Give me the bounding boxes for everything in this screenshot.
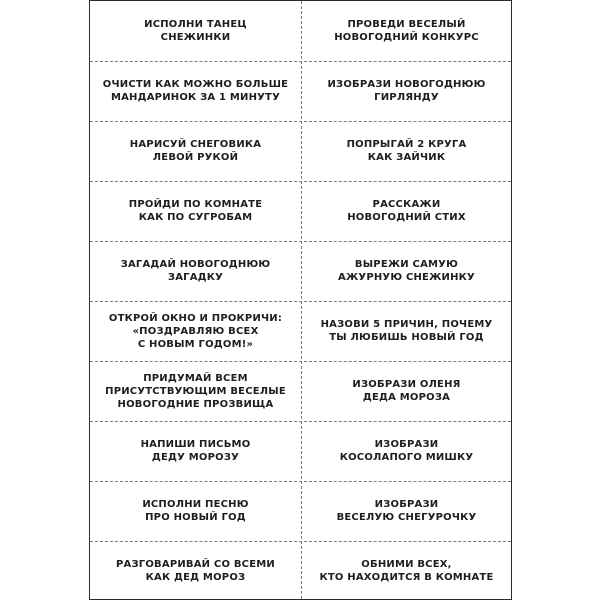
task-card-left: [90, 1, 301, 61]
horizontal-cut-line: [90, 181, 511, 182]
task-card-text: ИСПОЛНИ ПЕСНЮ ПРО НОВЫЙ ГОД: [142, 499, 249, 523]
task-card-right: [301, 361, 512, 421]
task-card-left: [90, 181, 301, 241]
task-card-left: [90, 121, 301, 181]
task-card-text: ПОПРЫГАЙ 2 КРУГА КАК ЗАЙЧИК: [346, 139, 467, 163]
task-card-text: ПРОВЕДИ ВЕСЕЛЫЙ НОВОГОДНИЙ КОНКУРС: [334, 19, 479, 43]
task-card-text: НАЗОВИ 5 ПРИЧИН, ПОЧЕМУ ТЫ ЛЮБИШЬ НОВЫЙ ГОД: [320, 319, 493, 343]
task-card-text: ОБНИМИ ВСЕХ, КТО НАХОДИТСЯ В КОМНАТЕ: [319, 559, 494, 583]
task-card-left: [90, 301, 301, 361]
task-card-text: ВЫРЕЖИ САМУЮ АЖУРНУЮ СНЕЖИНКУ: [338, 259, 475, 283]
task-card-text: ПРОЙДИ ПО КОМНАТЕ КАК ПО СУГРОБАМ: [128, 199, 263, 223]
task-card-text: ИЗОБРАЗИ ОЛЕНЯ ДЕДА МОРОЗА: [352, 379, 461, 403]
task-card-text: ОТКРОЙ ОКНО И ПРОКРИЧИ: «ПОЗДРАВЛЯЮ ВСЕХ С НОВЫМ ГОДОМ!»: [108, 312, 283, 350]
task-card-text: РАЗГОВАРИВАЙ СО ВСЕМИ КАК ДЕД МОРОЗ: [116, 559, 275, 583]
task-card-left: [90, 421, 301, 481]
task-card-text: ЗАГАДАЙ НОВОГОДНЮЮ ЗАГАДКУ: [120, 259, 271, 283]
horizontal-cut-line: [90, 61, 511, 62]
task-card-text: ИЗОБРАЗИ НОВОГОДНЮЮ ГИРЛЯНДУ: [327, 79, 486, 103]
task-card-text: ОЧИСТИ КАК МОЖНО БОЛЬШЕ МАНДАРИНОК ЗА 1 МИНУТУ: [102, 79, 289, 103]
task-card-right: [301, 61, 512, 121]
task-card-left: [90, 361, 301, 421]
task-card-text: НАРИСУЙ СНЕГОВИКА ЛЕВОЙ РУКОЙ: [129, 139, 262, 163]
task-card-left: [90, 241, 301, 301]
task-card-right: [301, 1, 512, 61]
horizontal-cut-line: [90, 301, 511, 302]
task-card-text: ПРИДУМАЙ ВСЕМ ПРИСУТСТВУЮЩИМ ВЕСЕЛЫЕ НОВОГОДНИЕ ПРОЗВИЩА: [105, 372, 286, 410]
horizontal-cut-line: [90, 481, 511, 482]
task-card-text: ИЗОБРАЗИ ВЕСЕЛУЮ СНЕГУРОЧКУ: [336, 499, 477, 523]
task-card-right: [301, 421, 512, 481]
task-card-text: РАССКАЖИ НОВОГОДНИЙ СТИХ: [347, 199, 466, 223]
horizontal-cut-line: [90, 121, 511, 122]
task-card-right: [301, 121, 512, 181]
horizontal-cut-line: [90, 541, 511, 542]
task-card-right: [301, 241, 512, 301]
task-card-text: НАПИШИ ПИСЬМО ДЕДУ МОРОЗУ: [140, 439, 251, 463]
task-card-sheet: [89, 0, 512, 600]
task-card-left: [90, 481, 301, 541]
task-card-right: [301, 541, 512, 600]
task-card-right: [301, 301, 512, 361]
task-card-right: [301, 481, 512, 541]
task-card-text: ИСПОЛНИ ТАНЕЦ СНЕЖИНКИ: [144, 19, 247, 43]
horizontal-cut-line: [90, 361, 511, 362]
horizontal-cut-line: [90, 241, 511, 242]
task-card-left: [90, 541, 301, 600]
task-card-right: [301, 181, 512, 241]
task-card-text: ИЗОБРАЗИ КОСОЛАПОГО МИШКУ: [339, 439, 474, 463]
task-card-left: [90, 61, 301, 121]
horizontal-cut-line: [90, 421, 511, 422]
